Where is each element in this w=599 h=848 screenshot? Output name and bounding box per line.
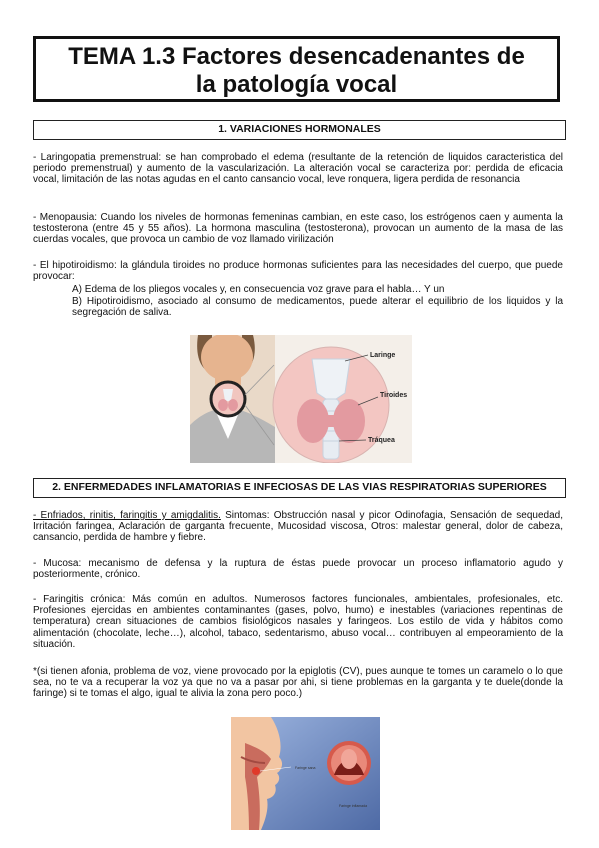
label-tiroides: Tiroides: [380, 392, 408, 399]
paragraph-enfriados: [33, 510, 563, 544]
label-faringe-inflamada: Faringe inflamada: [339, 804, 368, 808]
title-line-1: TEMA 1.3 Factores desencadenantes de: [68, 43, 525, 70]
paragraph-note: *(si tienen afonia, problema de voz, viene provocado por la epiglotis (CV), pues aunque te tomes un caramelo o lo que sea, no te va a recuperar la voz ya que no va a pasar por ahi, si tiene problemas en la garganta y te duele(donde la faringe) si te tomas el algo, igual te alivia la zona pero poco.): [33, 666, 563, 700]
page-title: [33, 36, 560, 102]
paragraph-mucosa: - Mucosa: mecanismo de defensa y la ruptura de éstas puede provocar un proceso inflamatorio agudo y posteriormente, crónico.: [33, 558, 563, 581]
label-faringe-sana: Faringe sana: [295, 766, 316, 770]
pharynx-illustration: [231, 717, 380, 830]
list-item-b: B) Hipotiroidismo, asociado al consumo de medicamentos, puede alterar el equilibrio de los liquidos y la segregación de saliva.: [72, 296, 563, 319]
paragraph-laringopatia: - Laringopatia premenstrual: se han comprobado el edema (resultante de la retención de liquidos caracteristica del periodo premenstrual) y aumento de la vascularización. La alteración vocal se caracteriza por: perdida de eficacia vocal, limitación de las notas agudas en el canto cansancio vocal, leve ronquera, ligera perdida de resonancia: [33, 152, 563, 186]
paragraph-menopausia: - Menopausia: Cuando los niveles de hormonas femeninas cambian, en este caso, los estrógenos caen y aumenta la testosterona (entre 45 y 55 años). La hormona masculina (testosterona), provocan un aumento de la masa de las cuerdas vocales, que provoca un cambio de voz llamado virilización: [33, 212, 563, 246]
list-item-a: A) Edema de los pliegos vocales y, en consecuencia voz grave para el habla… Y un: [72, 284, 445, 295]
thyroid-illustration: [190, 335, 412, 463]
enfriados-lead: - Enfriados, rinitis, faringitis y amigdalitis.: [33, 510, 221, 521]
paragraph-faringitis: - Faringitis crónica: Más común en adultos. Numerosos factores funcionales, ambientales, profesionales, etc. Profesiones ejercidas en ambientes contaminantes (gases, polvo, humo) e inestables (variaciones repentinas de temperatura) crean situaciones de cambios fisiológicos nasales y faringeos. Los estilo de vida y hábitos como alimentación (chocolate, leche…), alcohol, tabaco, sedentarismo, abuso vocal… contribuyen al empeoramiento de la situación.: [33, 594, 563, 650]
title-line-2: la patología vocal: [195, 71, 398, 98]
label-laringe: Laringe: [370, 352, 396, 359]
paragraph-hipotiroidismo: - El hipotiroidismo: la glándula tiroides no produce hormonas suficientes para las necesidades del cuerpo, que puede provocar:: [33, 260, 563, 283]
section-1-heading: 1. VARIACIONES HORMONALES: [33, 120, 566, 140]
label-traquea: Tráquea: [368, 437, 395, 444]
enfriados-text: Sintomas: Obstrucción nasal y picor Odinofagia, Sensación de sequedad, Irritación faringea, Aclaración de garganta frecuente, Mucosidad viscosa, Otros: malestar general, dolor de cabeza, cansancio, perdida de hambre y fiebre.: [33, 510, 563, 544]
section-2-heading: 2. ENFERMEDADES INFLAMATORIAS E INFECIOSAS DE LAS VIAS RESPIRATORIAS SUPERIORES: [33, 478, 566, 498]
